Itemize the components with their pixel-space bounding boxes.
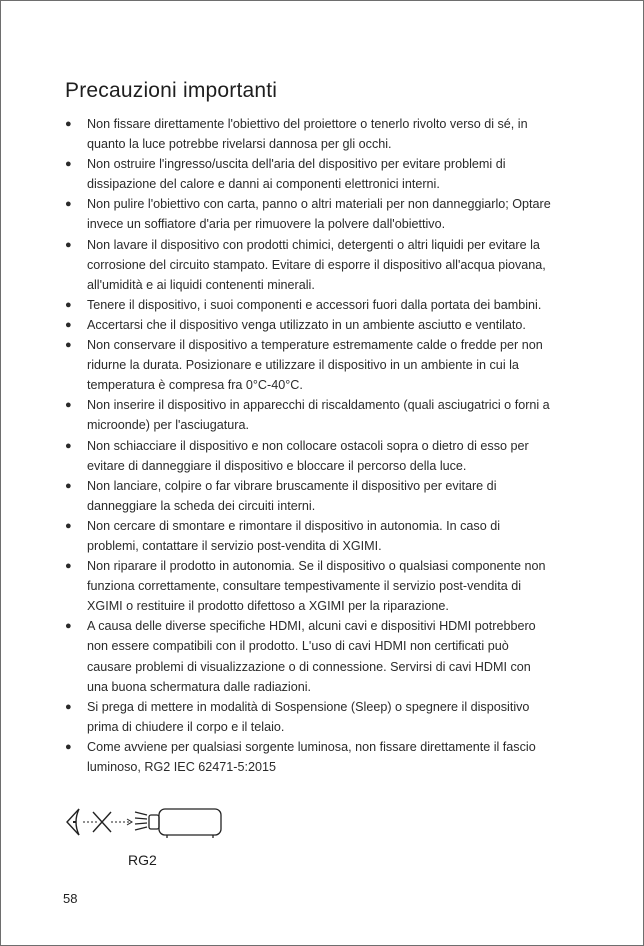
precaution-text: Non schiacciare il dispositivo e non collocare ostacoli sopra o dietro di esso per evitare di danneggiare il dispositivo e bloccare il percorso della luce. [87, 438, 529, 473]
bullet-icon: ● [65, 118, 72, 130]
light-beam-icon [111, 812, 147, 830]
precaution-item [63, 114, 551, 154]
bullet-icon: ● [65, 158, 72, 171]
precaution-item [63, 395, 551, 435]
precaution-item [63, 616, 551, 696]
rg2-warning-figure [63, 803, 243, 843]
bullet-icon: ● [65, 620, 72, 633]
precaution-text: Si prega di mettere in modalità di Sospensione (Sleep) o spegnere il dispositivo prima di chiudere il corpo e il telaio. [87, 699, 530, 734]
precaution-text: Non riparare il prodotto in autonomia. Se il dispositivo o qualsiasi componente non funziona correttamente, consultare tempestivamente il servizio post-vendita di XGIMI o restituire il prodotto difettoso a XGIMI per la riparazione. [87, 559, 546, 614]
bullet-icon: ● [65, 198, 72, 211]
precaution-text: Non pulire l'obiettivo con carta, panno o altri materiali per non danneggiarlo; Optare invece un soffiatore d'aria per rimuovere la polvere dall'obiettivo. [87, 197, 551, 232]
precaution-text: A causa delle diverse specifiche HDMI, alcuni cavi e dispositivi HDMI potrebbero non essere compatibili con il prodotto. L'uso di cavi HDMI non certificati può causare problemi di visualizzazione o di connessione. Servirsi di cavi HDMI con una buona schermatura dalle radiazioni. [87, 619, 536, 694]
precaution-item [63, 235, 551, 295]
precaution-item [63, 476, 551, 516]
precaution-item [63, 295, 551, 315]
bullet-icon: ● [65, 740, 72, 753]
eye-icon [67, 809, 79, 835]
bullet-icon: ● [65, 560, 72, 573]
bullet-icon: ● [65, 238, 72, 251]
precaution-item [63, 516, 551, 556]
precaution-item [63, 315, 551, 335]
bullet-icon: ● [65, 298, 72, 311]
precaution-item [63, 335, 551, 395]
precaution-text: Come avviene per qualsiasi sorgente luminosa, non fissare direttamente il fascio luminoso, RG2 IEC 62471-5:2015 [87, 739, 536, 774]
page-number: 58 [63, 891, 78, 906]
precaution-text: Non conservare il dispositivo a temperature estremamente calde o fredde per non ridurne la durata. Posizionare e utilizzare il dispositivo in un ambiente in cui la temperatura è compresa fra 0°C-40°C. [87, 338, 543, 393]
precaution-text: Non lavare il dispositivo con prodotti chimici, detergenti o altri liquidi per evitare la corrosione del circuito stampato. Evitare di esporre il dispositivo all'acqua piovana, all'umidità e ai liquidi contenenti minerali. [87, 237, 546, 292]
bullet-icon: ● [65, 439, 72, 452]
precautions-list [63, 114, 551, 777]
precaution-text: Accertarsi che il dispositivo venga utilizzato in un ambiente asciutto e ventilato. [87, 317, 526, 332]
precaution-item [63, 194, 551, 234]
precaution-text: Non lanciare, colpire o far vibrare bruscamente il dispositivo per evitare di danneggiare la scheda dei circuiti interni. [87, 478, 497, 513]
bullet-icon: ● [65, 479, 72, 492]
projector-icon [149, 809, 221, 838]
precaution-item [63, 154, 551, 194]
precaution-text: Non fissare direttamente l'obiettivo del proiettore o tenerlo rivolto verso di sé, in quanto la luce potrebbe rivelarsi dannosa per gli occhi. [87, 117, 528, 152]
bullet-icon: ● [65, 318, 72, 331]
precaution-item [63, 697, 551, 737]
page-title: Precauzioni importanti [65, 79, 278, 102]
precaution-item [63, 436, 551, 476]
risk-group-label: RG2 [128, 852, 157, 868]
bullet-icon: ● [65, 519, 72, 532]
precaution-text: Tenere il dispositivo, i suoi componenti e accessori fuori dalla portata dei bambini. [87, 297, 542, 312]
bullet-icon: ● [65, 700, 72, 713]
bullet-icon: ● [65, 339, 72, 352]
precaution-text: Non ostruire l'ingresso/uscita dell'aria del dispositivo per evitare problemi di dissipazione del calore e danni ai componenti elettronici interni. [87, 157, 506, 192]
precaution-text: Non inserire il dispositivo in apparecchi di riscaldamento (quali asciugatrici o forni a microonde) per l'asciugatura. [87, 398, 550, 433]
precaution-text: Non cercare di smontare e rimontare il dispositivo in autonomia. In caso di problemi, contattare il servizio post-vendita di XGIMI. [87, 518, 500, 553]
precaution-item [63, 556, 551, 616]
bullet-icon: ● [65, 399, 72, 412]
precaution-item [63, 737, 551, 777]
